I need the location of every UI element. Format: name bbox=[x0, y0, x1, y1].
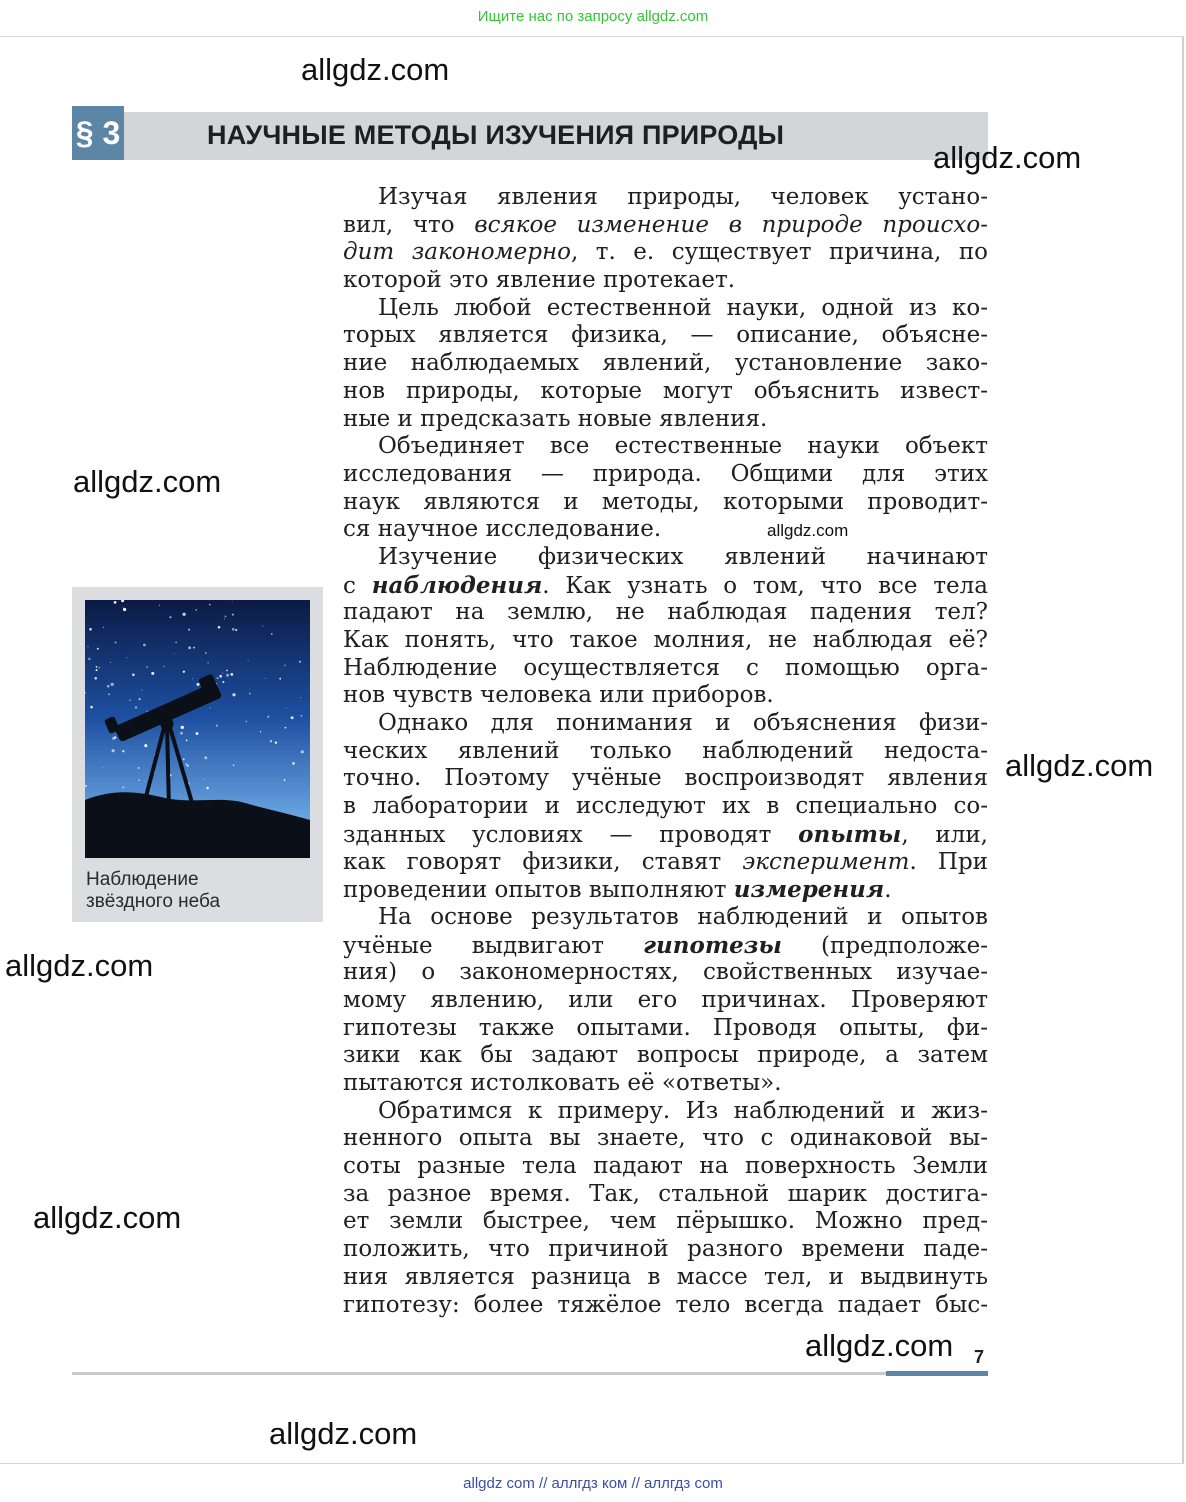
star-icon bbox=[299, 661, 301, 663]
star-icon bbox=[94, 677, 97, 680]
star-icon bbox=[114, 601, 117, 604]
bottom-banner-link[interactable]: allgdz com // аллгдз ком // аллгдз com bbox=[463, 1475, 723, 1492]
text-line: падают на землю, не наблюдая падения тел? bbox=[343, 599, 988, 626]
star-icon bbox=[246, 721, 248, 723]
text-line: гипотезы также опытами. Проводя опыты, фи- bbox=[343, 1014, 988, 1041]
text-line: гипотезу: более тяжёлое тело всегда падает быс- bbox=[343, 1291, 988, 1318]
star-icon bbox=[185, 763, 187, 765]
text-line: ненного опыта вы знаете, что с одинаковой вы- bbox=[343, 1125, 988, 1152]
star-icon bbox=[232, 614, 234, 616]
text-line: учёные выдвигают гипотезы (предположе- bbox=[343, 931, 988, 959]
text-line: ния является разница в массе тел, и выдвинуть bbox=[343, 1263, 988, 1290]
star-icon bbox=[224, 615, 226, 617]
star-icon bbox=[224, 618, 225, 619]
star-icon bbox=[147, 711, 148, 712]
star-icon bbox=[122, 750, 124, 752]
star-icon bbox=[222, 681, 224, 683]
watermark: allgdz.com bbox=[5, 948, 154, 983]
star-icon bbox=[267, 716, 269, 718]
text-line: Наблюдение осуществляется с помощью орга- bbox=[343, 654, 988, 681]
star-icon bbox=[284, 665, 285, 666]
star-icon bbox=[144, 744, 147, 747]
star-icon bbox=[284, 779, 286, 781]
star-icon bbox=[141, 690, 142, 691]
text-line: Как понять, что такое молния, не наблюдая её? bbox=[343, 627, 988, 653]
star-icon bbox=[181, 726, 184, 729]
text-line: нов природы, которые могут объяснить извест- bbox=[343, 377, 988, 404]
star-icon bbox=[143, 644, 146, 647]
star-icon bbox=[192, 678, 193, 679]
star-icon bbox=[286, 707, 287, 708]
star-icon bbox=[182, 613, 185, 616]
star-icon bbox=[230, 673, 233, 676]
text-line: исследования — природа. Общими для этих bbox=[343, 460, 988, 487]
star-icon bbox=[233, 765, 234, 766]
star-icon bbox=[279, 678, 281, 680]
watermark: allgdz.com bbox=[933, 140, 1082, 175]
star-icon bbox=[187, 765, 189, 767]
star-icon bbox=[138, 767, 140, 769]
star-icon bbox=[107, 685, 110, 688]
watermark: allgdz.com bbox=[805, 1328, 954, 1363]
star-icon bbox=[235, 629, 237, 631]
star-icon bbox=[108, 693, 110, 695]
watermark: allgdz.com bbox=[767, 521, 849, 540]
star-icon bbox=[232, 628, 235, 631]
star-icon bbox=[89, 628, 92, 631]
star-icon bbox=[122, 607, 123, 608]
star-icon bbox=[151, 672, 154, 675]
text-line: На основе результатов наблюдений и опытов bbox=[378, 903, 988, 930]
text-line: с наблюдения. Как узнать о том, что все тела bbox=[343, 571, 988, 599]
star-icon bbox=[262, 625, 263, 626]
star-icon bbox=[159, 605, 160, 606]
watermark: allgdz.com bbox=[33, 1200, 182, 1235]
star-icon bbox=[138, 780, 139, 781]
star-icon bbox=[206, 787, 208, 789]
text-line: соты разные тела падают на поверхность Земли bbox=[343, 1153, 988, 1180]
star-icon bbox=[129, 699, 131, 701]
star-icon bbox=[99, 667, 100, 668]
star-icon bbox=[183, 671, 185, 673]
star-icon bbox=[88, 658, 90, 660]
telescope-starry-sky-icon bbox=[85, 600, 310, 858]
star-icon bbox=[110, 662, 111, 663]
star-icon bbox=[271, 633, 273, 635]
page-number: 7 bbox=[974, 1347, 985, 1367]
text-line: зданных условиях — проводят опыты, или, bbox=[343, 820, 988, 848]
star-icon bbox=[216, 725, 218, 727]
section-badge: § 3 bbox=[72, 106, 124, 160]
star-icon bbox=[115, 642, 117, 644]
footer-accent bbox=[886, 1371, 988, 1376]
star-icon bbox=[111, 683, 114, 686]
figure-caption: Наблюдение звёздного неба bbox=[86, 869, 221, 912]
star-icon bbox=[218, 626, 221, 629]
text-line: Объединяет все естественные науки объект bbox=[378, 433, 988, 460]
text-line: ся научное исследование. bbox=[343, 516, 662, 543]
star-icon bbox=[87, 646, 88, 647]
star-icon bbox=[222, 672, 223, 673]
star-icon bbox=[210, 707, 211, 708]
star-icon bbox=[123, 608, 126, 611]
star-icon bbox=[300, 697, 301, 698]
body-text bbox=[343, 184, 988, 1319]
text-line: Обратимся к примеру. Из наблюдений и жиз- bbox=[378, 1097, 988, 1124]
text-line: дит закономерно, т. е. существует причина, по bbox=[343, 239, 989, 266]
text-line: ния) о закономерностях, свойственных изучае- bbox=[343, 959, 988, 986]
star-icon bbox=[301, 750, 304, 753]
star-icon bbox=[103, 627, 104, 628]
star-icon bbox=[145, 781, 146, 782]
star-icon bbox=[285, 727, 287, 729]
text-line: вил, что всякое изменение в природе происхо- bbox=[343, 211, 988, 238]
star-icon bbox=[195, 609, 197, 611]
section-title: НАУЧНЫЕ МЕТОДЫ ИЗУЧЕНИЯ ПРИРОДЫ bbox=[207, 120, 785, 150]
star-icon bbox=[151, 789, 152, 790]
star-icon bbox=[196, 732, 199, 735]
text-line: ние наблюдаемых явлений, установление зако- bbox=[343, 350, 988, 377]
star-icon bbox=[175, 641, 177, 643]
star-icon bbox=[135, 706, 137, 708]
star-icon bbox=[196, 683, 199, 686]
star-icon bbox=[301, 715, 303, 717]
text-line: которой это явление протекает. bbox=[343, 267, 735, 294]
text-line: проведении опытов выполняют измерения. bbox=[343, 876, 892, 904]
star-icon bbox=[232, 693, 235, 696]
star-icon bbox=[203, 779, 204, 780]
text-line: зики как бы задают вопросы природе, а затем bbox=[343, 1042, 988, 1069]
star-icon bbox=[291, 716, 294, 719]
star-icon bbox=[193, 647, 195, 649]
star-icon bbox=[248, 660, 249, 661]
star-icon bbox=[97, 648, 99, 650]
star-icon bbox=[208, 662, 209, 663]
star-icon bbox=[126, 657, 127, 658]
star-icon bbox=[114, 736, 116, 738]
text-line: как говорят физики, ставят эксперимент. При bbox=[343, 848, 988, 875]
star-icon bbox=[204, 756, 207, 759]
star-icon bbox=[96, 666, 98, 668]
star-icon bbox=[183, 758, 185, 760]
star-icon bbox=[186, 740, 188, 742]
star-icon bbox=[265, 678, 266, 679]
watermark: allgdz.com bbox=[1005, 748, 1154, 783]
text-line: Изучение физических явлений начинают bbox=[378, 543, 988, 570]
star-icon bbox=[205, 652, 207, 654]
watermark: allgdz.com bbox=[73, 464, 222, 499]
star-icon bbox=[188, 646, 191, 649]
text-line: Изучая явления природы, человек устано- bbox=[378, 184, 988, 210]
star-icon bbox=[219, 675, 222, 678]
star-icon bbox=[232, 601, 233, 602]
star-icon bbox=[138, 698, 140, 700]
star-icon bbox=[292, 762, 295, 765]
star-icon bbox=[90, 706, 93, 709]
star-icon bbox=[226, 674, 229, 677]
watermark: allgdz.com bbox=[301, 52, 450, 87]
star-icon bbox=[226, 670, 228, 672]
star-icon bbox=[164, 666, 165, 667]
text-line: ческих явлений только наблюдений недоста- bbox=[343, 737, 988, 764]
figure-box bbox=[72, 587, 323, 922]
text-line: наук являются и методы, которыми проводит- bbox=[343, 488, 988, 515]
top-banner-link[interactable]: Ищите нас по запросу allgdz.com bbox=[477, 8, 709, 25]
text-line: за разное время. Так, стальной шарик достига- bbox=[343, 1180, 988, 1207]
text-line: положить, что причиной разного времени паде- bbox=[343, 1236, 988, 1263]
text-line: в лаборатории и исследуют их в специально со- bbox=[343, 793, 988, 820]
star-icon bbox=[260, 731, 261, 732]
text-line: нов чувств человека или приборов. bbox=[343, 682, 774, 709]
text-line: пытаются истолковать её «ответы». bbox=[343, 1070, 782, 1096]
text-line: мому явлению, или его причинах. Проверяют bbox=[343, 986, 988, 1013]
text-line: Однако для понимания и объяснения физи- bbox=[378, 710, 988, 737]
star-icon bbox=[132, 674, 135, 677]
star-icon bbox=[209, 604, 211, 606]
star-icon bbox=[188, 629, 190, 631]
star-icon bbox=[122, 786, 124, 788]
text-line: точно. Поэтому учёные воспроизводят явления bbox=[343, 765, 988, 792]
star-icon bbox=[180, 732, 183, 735]
text-line: ет земли быстрее, чем пёрышко. Можно пред- bbox=[343, 1208, 988, 1235]
star-icon bbox=[270, 740, 272, 742]
star-icon bbox=[249, 693, 250, 694]
text-line: торых является физика, — описание, объясне- bbox=[343, 322, 988, 349]
star-icon bbox=[275, 742, 277, 744]
star-icon bbox=[102, 767, 103, 768]
star-icon bbox=[112, 749, 115, 752]
watermark: allgdz.com bbox=[269, 1416, 418, 1451]
text-line: ные и предсказать новые явления. bbox=[343, 405, 768, 432]
star-icon bbox=[96, 669, 98, 671]
text-line: Цель любой естественной науки, одной из ко- bbox=[378, 294, 988, 321]
star-icon bbox=[146, 666, 148, 668]
star-icon bbox=[174, 654, 175, 655]
star-icon bbox=[217, 677, 219, 679]
star-icon bbox=[169, 616, 171, 618]
footer-rule bbox=[72, 1372, 988, 1375]
